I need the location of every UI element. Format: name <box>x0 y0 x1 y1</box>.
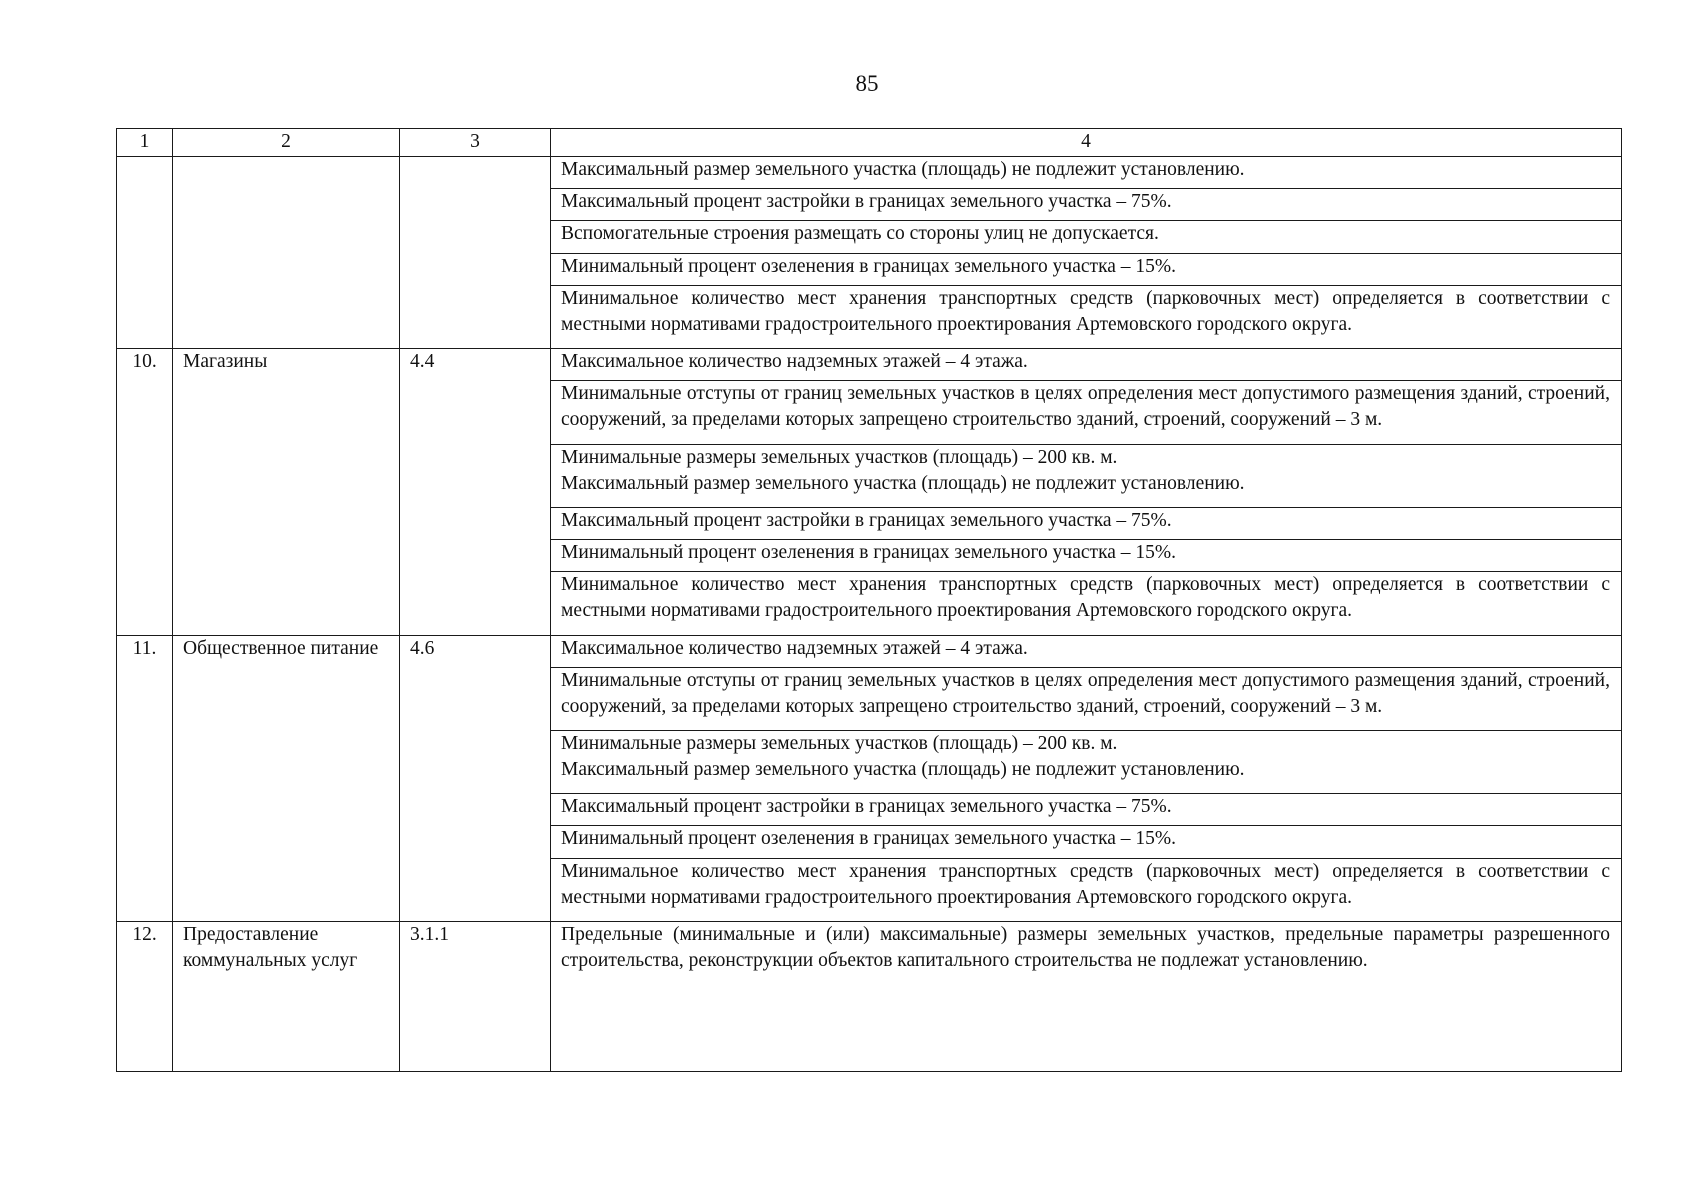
use-name-cell <box>173 157 400 349</box>
parameter-cell: Минимальное количество мест хранения транспортных средств (парковочных мест) определяется в соответствии с местными нормативами градостроительного проектирования Артемовского городского округа. <box>551 572 1622 635</box>
regulation-table <box>116 128 1622 1072</box>
parameter-line: Минимальные размеры земельных участков (площадь) – 200 кв. м. <box>561 446 1118 468</box>
use-code-cell <box>400 157 551 349</box>
use-code-cell: 3.1.1 <box>400 922 551 1072</box>
parameter-cell: Минимальное количество мест хранения транспортных средств (парковочных мест) определяется в соответствии с местными нормативами градостроительного проектирования Артемовского городского округа. <box>551 858 1622 921</box>
use-name-cell: Предоставление коммунальных услуг <box>173 922 400 1072</box>
row-number-cell: 11. <box>117 635 173 921</box>
parameter-cell: Максимальное количество надземных этажей – 4 этажа. <box>551 349 1622 381</box>
parameter-cell: Максимальный процент застройки в границах земельного участка – 75%. <box>551 189 1622 221</box>
parameter-line: Максимальный размер земельного участка (площадь) не подлежит установлению. <box>561 472 1245 494</box>
parameter-cell: Максимальный процент застройки в границах земельного участка – 75%. <box>551 794 1622 826</box>
parameter-cell: Максимальное количество надземных этажей – 4 этажа. <box>551 635 1622 667</box>
parameter-cell: Максимальный размер земельного участка (площадь) не подлежит установлению. <box>551 157 1622 189</box>
parameter-cell: Минимальный процент озеленения в границах земельного участка – 15%. <box>551 253 1622 285</box>
table-row <box>117 922 1622 1072</box>
header-cell: 3 <box>400 129 551 157</box>
table-row <box>117 349 1622 381</box>
parameter-cell: Минимальные отступы от границ земельных участков в целях определения мест допустимого размещения зданий, строений, сооружений, за пределами которых запрещено строительство зданий, строений, сооружений – 3 м. <box>551 667 1622 730</box>
page-number: 85 <box>855 71 879 96</box>
use-name-cell: Общественное питание <box>173 635 400 921</box>
parameter-cell: Минимальный процент озеленения в границах земельного участка – 15%. <box>551 540 1622 572</box>
row-number-cell <box>117 157 173 349</box>
table-row <box>117 635 1622 667</box>
row-number-cell: 10. <box>117 349 173 635</box>
row-number-cell: 12. <box>117 922 173 1072</box>
parameter-cell: Предельные (минимальные и (или) максимальные) размеры земельных участков, предельные параметры разрешенного строительства, реконструкции объектов капитального строительства не подлежат установлению. <box>551 922 1622 1072</box>
table-row <box>117 157 1622 189</box>
parameter-cell: Вспомогательные строения размещать со стороны улиц не допускается. <box>551 221 1622 253</box>
header-cell: 4 <box>551 129 1622 157</box>
parameter-line: Минимальные размеры земельных участков (площадь) – 200 кв. м. <box>561 733 1118 754</box>
use-code-cell: 4.6 <box>400 635 551 921</box>
header-cell: 1 <box>117 129 173 157</box>
header-cell: 2 <box>173 129 400 157</box>
parameter-line: Максимальный размер земельного участка (площадь) не подлежит установлению. <box>561 759 1245 780</box>
header-row <box>117 129 1622 157</box>
parameter-cell: Минимальное количество мест хранения транспортных средств (парковочных мест) определяется в соответствии с местными нормативами градостроительного проектирования Артемовского городского округа. <box>551 285 1622 348</box>
use-name-cell: Магазины <box>173 349 400 635</box>
parameter-cell <box>551 444 1622 507</box>
parameter-cell <box>551 731 1622 794</box>
parameter-cell: Минимальный процент озеленения в границах земельного участка – 15%. <box>551 826 1622 858</box>
parameter-cell: Максимальный процент застройки в границах земельного участка – 75%. <box>551 507 1622 539</box>
parameter-cell: Минимальные отступы от границ земельных участков в целях определения мест допустимого размещения зданий, строений, сооружений, за пределами которых запрещено строительство зданий, строений, сооружений – 3 м. <box>551 381 1622 444</box>
use-code-cell: 4.4 <box>400 349 551 635</box>
